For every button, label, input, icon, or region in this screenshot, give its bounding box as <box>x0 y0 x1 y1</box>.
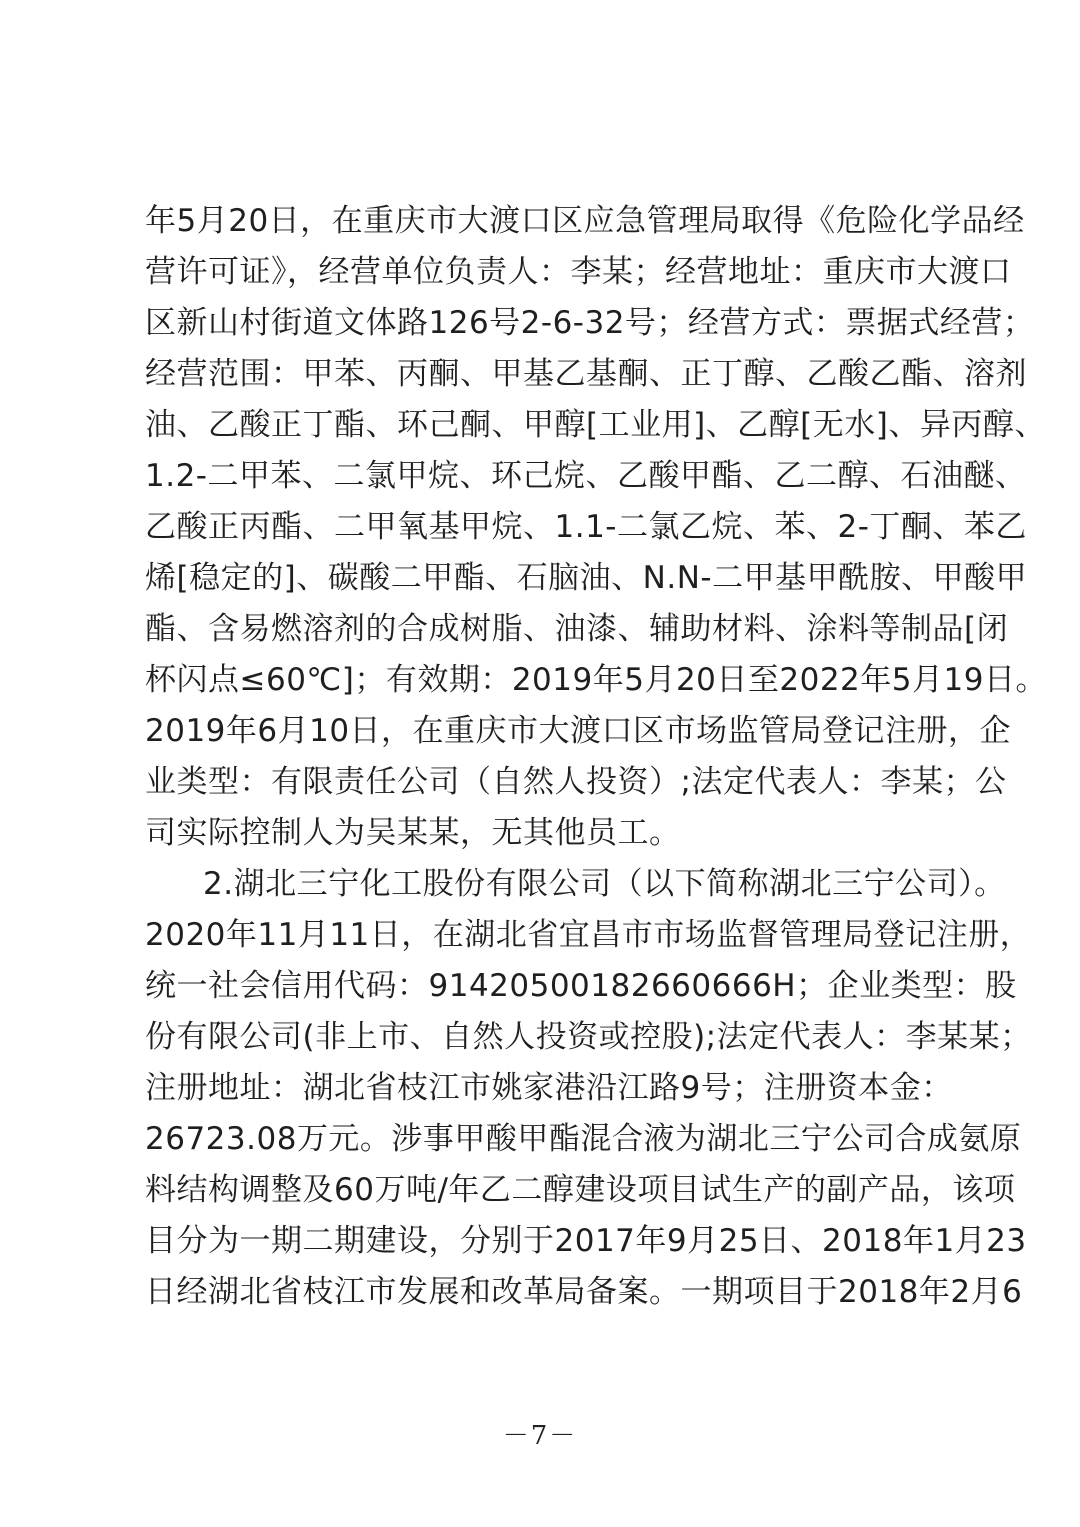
body-text-line: 酯、含易燃溶剂的合成树脂、油漆、辅助材料、涂料等制品[闭 <box>145 611 1009 647</box>
body-text-line: 区新山村街道文体路126号2-6-32号；经营方式：票据式经营； <box>145 305 1035 341</box>
body-text-line: 1.2-二甲苯、二氯甲烷、环己烷、乙酸甲酯、乙二醇、石油醚、 <box>145 458 1027 494</box>
body-text-line: 司实际控制人为吴某某，无其他员工。 <box>145 815 681 851</box>
body-text-line: 26723.08万元。涉事甲酸甲酯混合液为湖北三宁公司合成氨原 <box>145 1121 1022 1157</box>
body-text-line: 烯[稳定的]、碳酸二甲酯、石脑油、N.N-二甲基甲酰胺、甲酸甲 <box>145 560 1028 596</box>
body-text-line: 杯闪点≤60℃]；有效期：2019年5月20日至2022年5月19日。 <box>145 662 1047 698</box>
body-text-line: 营许可证》，经营单位负责人：李某；经营地址：重庆市大渡口 <box>145 254 1012 290</box>
body-text-line: 目分为一期二期建设，分别于2017年9月25日、2018年1月23 <box>145 1223 1027 1259</box>
body-text-line: 2019年6月10日，在重庆市大渡口区市场监管局登记注册，企 <box>145 713 1012 749</box>
body-text-line: 料结构调整及60万吨/年乙二醇建设项目试生产的副产品，该项 <box>145 1172 1016 1208</box>
section-heading-line: 2.湖北三宁化工股份有限公司（以下简称湖北三宁公司）。 <box>203 866 1006 902</box>
body-text-line: 2020年11月11日，在湖北省宜昌市市场监督管理局登记注册， <box>145 917 1032 953</box>
body-text-line: 乙酸正丙酯、二甲氧基甲烷、1.1-二氯乙烷、苯、2-丁酮、苯乙 <box>145 509 1027 545</box>
body-text-line: 日经湖北省枝江市发展和改革局备案。一期项目于2018年2月6 <box>145 1274 1023 1310</box>
body-text-line: 年5月20日，在重庆市大渡口区应急管理局取得《危险化学品经 <box>145 203 1025 239</box>
body-text-line: 统一社会信用代码：91420500182660666H；企业类型：股 <box>145 968 1017 1004</box>
body-text-line: 业类型：有限责任公司（自然人投资）;法定代表人：李某；公 <box>145 764 1007 800</box>
body-text-line: 份有限公司(非上市、自然人投资或控股);法定代表人：李某某； <box>145 1019 1032 1055</box>
page-number: －7－ <box>502 1421 578 1451</box>
body-text-line: 注册地址：湖北省枝江市姚家港沿江路9号；注册资本金： <box>145 1070 953 1106</box>
body-text-line: 油、乙酸正丁酯、环己酮、甲醇[工业用]、乙醇[无水]、异丙醇、 <box>145 407 1046 443</box>
body-text-line: 经营范围：甲苯、丙酮、甲基乙基酮、正丁醇、乙酸乙酯、溶剂 <box>145 356 1027 392</box>
